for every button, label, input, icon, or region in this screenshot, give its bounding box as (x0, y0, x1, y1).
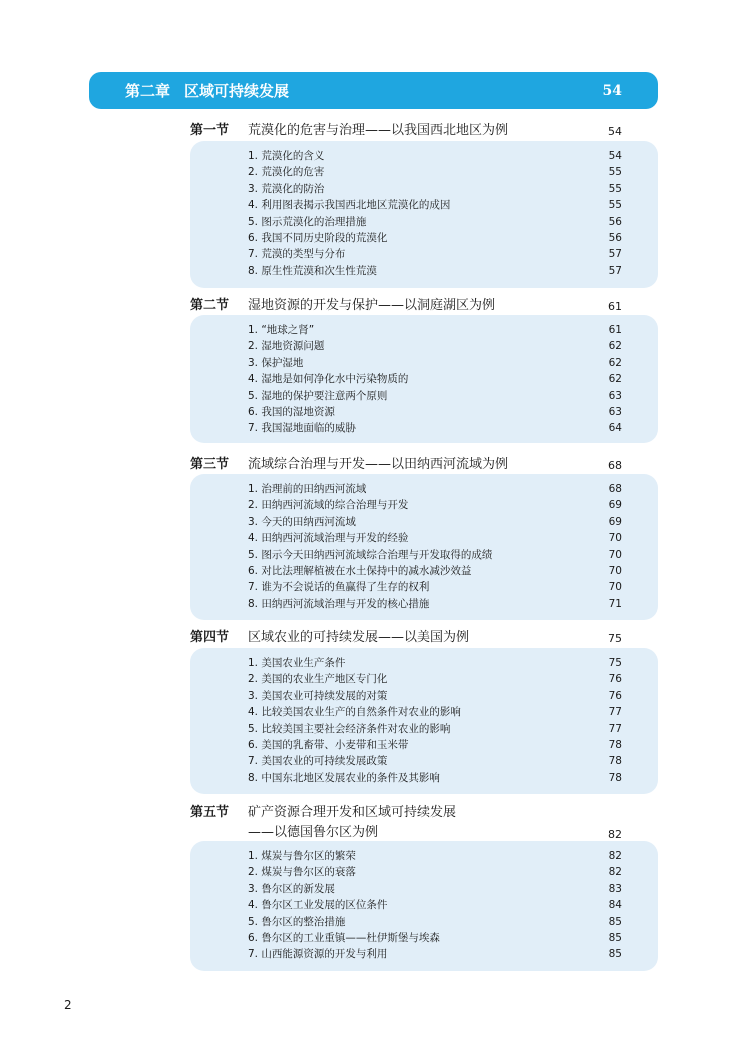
toc-item[interactable] (190, 181, 658, 197)
toc-item-page: 78 (608, 755, 622, 768)
toc-item-label: 6. 我国的湿地资源 (248, 405, 335, 418)
toc-item-page: 70 (608, 532, 622, 545)
toc-item-page: 76 (608, 673, 622, 686)
toc-item-label: 3. 鲁尔区的新发展 (248, 882, 335, 895)
toc-item-page: 56 (608, 231, 622, 244)
toc-item[interactable] (190, 388, 658, 404)
toc-item-label: 6. 我国不同历史阶段的荒漠化 (248, 231, 388, 244)
toc-item-page: 62 (608, 340, 622, 353)
toc-item-label: 5. 鲁尔区的整治措施 (248, 915, 346, 928)
section-page: 54 (608, 125, 622, 138)
toc-item[interactable] (190, 404, 658, 420)
toc-item[interactable] (190, 881, 658, 897)
toc-item-label: 3. 保护湿地 (248, 356, 304, 369)
toc-item-page: 77 (608, 706, 622, 719)
toc-item[interactable] (190, 579, 658, 595)
section-item-list (190, 841, 658, 971)
toc-item-label: 1. 美国农业生产条件 (248, 657, 346, 669)
toc-item[interactable] (190, 547, 658, 563)
toc-item-label: 7. 谁为不会说话的鱼赢得了生存的权利 (248, 581, 430, 594)
toc-item[interactable] (190, 338, 658, 354)
toc-item[interactable] (190, 246, 658, 262)
toc-item[interactable] (190, 148, 658, 164)
section-item-list (190, 315, 658, 443)
toc-item[interactable] (190, 514, 658, 530)
toc-item[interactable] (190, 688, 658, 704)
toc-item-label: 1. 荒漠化的含义 (248, 150, 325, 162)
toc-item-page: 71 (608, 597, 622, 610)
toc-item-page: 84 (608, 899, 622, 912)
section-title: 湿地资源的开发与保护——以洞庭湖区为例 (248, 298, 496, 313)
toc-item[interactable] (190, 671, 658, 687)
section-item-list (190, 648, 658, 794)
toc-item[interactable] (190, 914, 658, 930)
toc-item-label: 1. 煤炭与鲁尔区的繁荣 (248, 850, 356, 862)
toc-item-page: 76 (608, 689, 622, 702)
toc-item-label: 6. 鲁尔区的工业重镇——杜伊斯堡与埃森 (248, 931, 440, 944)
toc-item[interactable] (190, 753, 658, 769)
toc-item-label: 7. 美国农业的可持续发展政策 (248, 755, 388, 768)
toc-item[interactable] (190, 371, 658, 387)
chapter-header[interactable] (89, 72, 658, 109)
chapter-title: 区域可持续发展 (184, 82, 290, 100)
section-title: 流域综合治理与开发——以田纳西河流域为例 (248, 457, 509, 472)
toc-item-page: 78 (608, 771, 622, 784)
toc-item-label: 2. 美国的农业生产地区专门化 (248, 673, 388, 686)
toc-item-page: 78 (608, 738, 622, 751)
toc-item-label: 5. 图示今天田纳西河流域综合治理与开发取得的成绩 (248, 548, 493, 561)
toc-item-label: 4. 湿地是如何净化水中污染物质的 (248, 373, 409, 386)
section-page: 68 (608, 459, 622, 472)
section-heading[interactable] (190, 803, 622, 843)
toc-item-page: 61 (608, 324, 622, 336)
toc-item[interactable] (190, 197, 658, 213)
section-label: 第四节 (190, 630, 230, 645)
toc-item-page: 83 (608, 882, 622, 895)
section-page: 75 (608, 632, 622, 645)
toc-item-label: 3. 美国农业可持续发展的对策 (248, 689, 388, 702)
toc-item-label: 7. 我国湿地面临的威胁 (248, 422, 356, 435)
toc-item-page: 85 (608, 915, 622, 928)
toc-item-page: 55 (608, 166, 622, 179)
toc-item-label: 2. 田纳西河流域的综合治理与开发 (248, 499, 409, 512)
toc-item-page: 69 (608, 515, 622, 528)
chapter-page: 54 (602, 82, 622, 99)
toc-item[interactable] (190, 596, 658, 612)
toc-item-label: 4. 利用图表揭示我国西北地区荒漠化的成因 (248, 199, 451, 212)
toc-item-label: 3. 荒漠化的防治 (248, 182, 325, 195)
toc-item-page: 82 (608, 850, 622, 862)
chapter-number: 第二章 (125, 82, 171, 100)
section-title: 矿产资源合理开发和区域可持续发展 (248, 805, 457, 820)
section-title: 区域农业的可持续发展——以美国为例 (248, 630, 470, 645)
toc-item-page: 63 (608, 389, 622, 402)
toc-item[interactable] (190, 420, 658, 436)
section-page: 82 (608, 828, 622, 841)
toc-item-page: 62 (608, 356, 622, 369)
toc-item[interactable] (190, 563, 658, 579)
toc-item-label: 8. 中国东北地区发展农业的条件及其影响 (248, 771, 440, 784)
section-heading[interactable] (190, 455, 622, 475)
toc-item-label: 2. 湿地资源问题 (248, 340, 325, 353)
toc-item[interactable] (190, 230, 658, 246)
toc-item-label: 7. 山西能源资源的开发与利用 (248, 948, 388, 961)
section-heading[interactable] (190, 121, 622, 141)
toc-item[interactable] (190, 864, 658, 880)
toc-item[interactable] (190, 897, 658, 913)
toc-item-page: 55 (608, 199, 622, 212)
toc-item-label: 4. 比较美国农业生产的自然条件对农业的影响 (248, 706, 461, 719)
toc-item-page: 68 (608, 483, 622, 495)
toc-item-label: 4. 田纳西河流域治理与开发的经验 (248, 532, 409, 545)
toc-item[interactable] (190, 214, 658, 230)
section-heading[interactable] (190, 628, 622, 648)
toc-item-page: 62 (608, 373, 622, 386)
toc-item[interactable] (190, 481, 658, 497)
toc-item-page: 82 (608, 866, 622, 879)
toc-item-page: 63 (608, 405, 622, 418)
toc-item[interactable] (190, 848, 658, 864)
section-heading[interactable] (190, 296, 622, 316)
section-label: 第二节 (190, 298, 230, 313)
section-label: 第五节 (190, 805, 230, 820)
section-subtitle: ——以德国鲁尔区为例 (248, 825, 379, 840)
toc-item[interactable] (190, 930, 658, 946)
toc-item-label: 4. 鲁尔区工业发展的区位条件 (248, 899, 388, 912)
section-page: 61 (608, 300, 622, 313)
toc-item-page: 85 (608, 931, 622, 944)
toc-item[interactable] (190, 355, 658, 371)
toc-item[interactable] (190, 322, 658, 338)
toc-item-label: 5. 比较美国主要社会经济条件对农业的影响 (248, 722, 451, 735)
section-label: 第一节 (190, 123, 230, 138)
toc-item-page: 57 (608, 264, 622, 277)
toc-item-page: 64 (608, 422, 622, 435)
toc-item[interactable] (190, 704, 658, 720)
section-title: 荒漠化的危害与治理——以我国西北地区为例 (248, 123, 509, 138)
toc-item[interactable] (190, 770, 658, 786)
toc-item[interactable] (190, 263, 658, 279)
toc-item-page: 85 (608, 948, 622, 961)
toc-item-page: 57 (608, 248, 622, 261)
toc-item-label: 5. 湿地的保护要注意两个原则 (248, 389, 388, 402)
toc-item-label: 2. 荒漠化的危害 (248, 166, 325, 179)
toc-item-page: 70 (608, 581, 622, 594)
toc-item-label: 3. 今天的田纳西河流域 (248, 515, 356, 528)
toc-item[interactable] (190, 655, 658, 671)
toc-item-page: 56 (608, 215, 622, 228)
toc-item[interactable] (190, 497, 658, 513)
toc-item-label: 1. “地球之肾” (248, 324, 315, 336)
toc-item-label: 5. 图示荒漠化的治理措施 (248, 215, 367, 228)
toc-item-page: 69 (608, 499, 622, 512)
section-item-list (190, 474, 658, 620)
page-number: 2 (64, 998, 72, 1012)
toc-item-label: 8. 田纳西河流域治理与开发的核心措施 (248, 597, 430, 610)
toc-item-label: 7. 荒漠的类型与分布 (248, 248, 346, 261)
toc-item[interactable] (190, 530, 658, 546)
toc-item-page: 54 (608, 150, 622, 162)
toc-item[interactable] (190, 164, 658, 180)
toc-item[interactable] (190, 737, 658, 753)
toc-item-label: 6. 对比法理解植被在水土保持中的减水减沙效益 (248, 564, 472, 577)
toc-item-label: 8. 原生性荒漠和次生性荒漠 (248, 264, 377, 277)
toc-item-label: 1. 治理前的田纳西河流域 (248, 483, 367, 495)
toc-item[interactable] (190, 721, 658, 737)
toc-item-page: 70 (608, 548, 622, 561)
toc-item-label: 2. 煤炭与鲁尔区的衰落 (248, 866, 356, 879)
section-label: 第三节 (190, 457, 230, 472)
toc-item-page: 77 (608, 722, 622, 735)
section-item-list (190, 141, 658, 288)
toc-item-page: 70 (608, 564, 622, 577)
toc-item-page: 75 (608, 657, 622, 669)
toc-item-label: 6. 美国的乳畜带、小麦带和玉米带 (248, 738, 409, 751)
toc-item[interactable] (190, 946, 658, 962)
toc-item-page: 55 (608, 182, 622, 195)
